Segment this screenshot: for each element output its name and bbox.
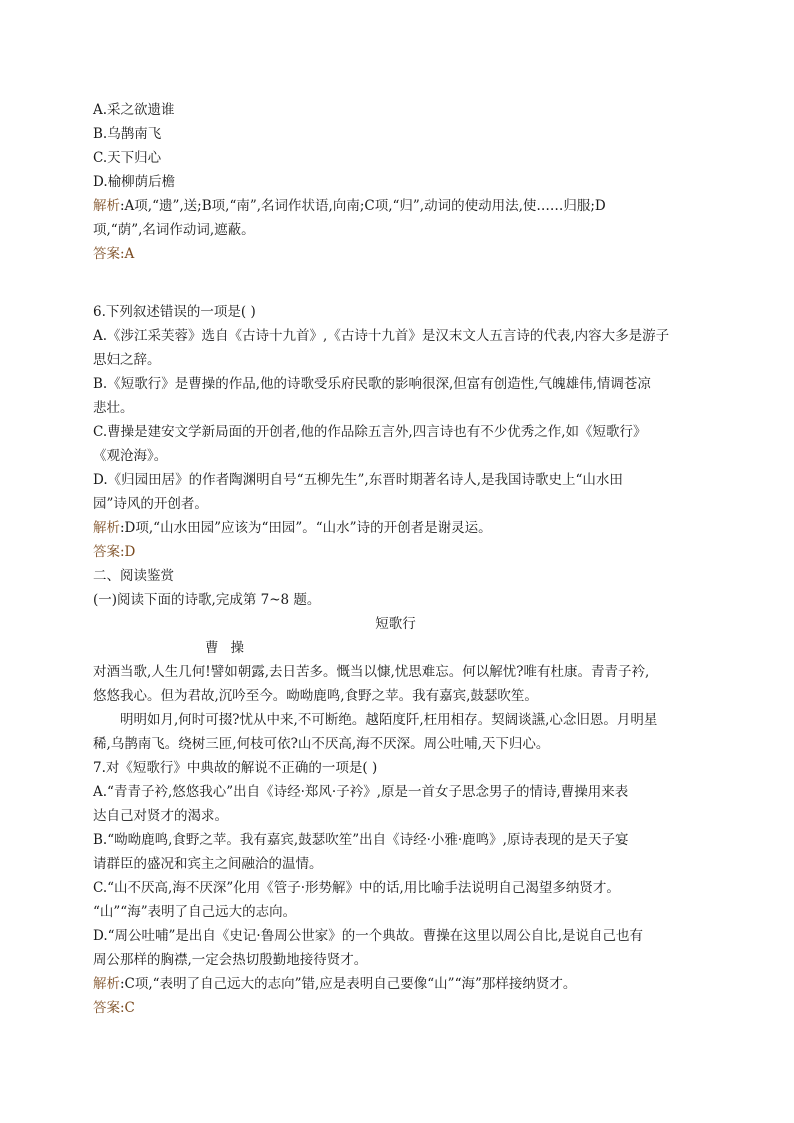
q6-option-d-2: 园”诗风的开创者。 xyxy=(93,496,208,512)
q5-explanation xyxy=(93,194,698,218)
poem-line-4: 稀,乌鹊南飞。绕树三匝,何枝可依?山不厌高,海不厌深。周公吐哺,天下归心。 xyxy=(93,736,550,752)
q6-option-b-2: 悲壮。 xyxy=(93,400,134,416)
q6-option-b-1: B.《短歌行》是曹操的作品,他的诗歌受乐府民歌的影响很深,但富有创造性,气魄雄伟,情调苍凉 xyxy=(93,376,651,392)
poem-line-3: 明明如月,何时可掇?忧从中来,不可断绝。越陌度阡,枉用相存。契阔谈讌,心念旧恩。月明星 xyxy=(120,712,658,728)
q7-option-c-1: C.“山不厌高,海不厌深”化用《管子·形势解》中的话,用比喻手法说明自己渴望多纳贤才。 xyxy=(93,880,620,896)
q5-option-c: C.天下归心 xyxy=(93,150,162,166)
q6-answer-value: :D xyxy=(120,544,136,560)
q5-explain-text-2: 项,“荫”,名词作动词,遮蔽。 xyxy=(93,222,255,238)
q5-option-a: A.采之欲遗谁 xyxy=(93,102,175,118)
q6-answer xyxy=(93,540,698,564)
q7-explain-label: 解析 xyxy=(93,976,120,992)
q7-stem: 7.对《短歌行》中典故的解说不正确的一项是( ) xyxy=(93,760,378,776)
poem-line-1: 对酒当歌,人生几何!譬如朝露,去日苦多。慨当以慷,忧思难忘。何以解忧?唯有杜康。青青子衿, xyxy=(93,664,650,680)
poem-title: 短歌行 xyxy=(375,616,416,632)
q5-option-d: D.榆柳荫后檐 xyxy=(93,174,176,190)
q7-answer xyxy=(93,996,698,1020)
poem-line-2: 悠悠我心。但为君故,沉吟至今。呦呦鹿鸣,食野之苹。我有嘉宾,鼓瑟吹笙。 xyxy=(93,688,538,704)
q7-explain-text: :C项,“表明了自己远大的志向”错,应是表明自己要像“山”“海”那样接纳贤才。 xyxy=(120,976,577,992)
q6-option-a-1: A.《涉江采芙蓉》选自《古诗十九首》,《古诗十九首》是汉末文人五言诗的代表,内容大多是游子 xyxy=(93,328,670,344)
q7-option-a-1: A.“青青子衿,悠悠我心”出自《诗经·郑风·子衿》,原是一首女子思念男子的情诗,曹操用来表 xyxy=(93,784,629,800)
q7-answer-label: 答案 xyxy=(93,1000,120,1016)
q6-explain-text: :D项,“山水田园”应该为“田园”。“山水”诗的开创者是谢灵运。 xyxy=(120,520,492,536)
q6-explanation xyxy=(93,516,698,540)
q5-option-b: B.乌鹊南飞 xyxy=(93,126,162,142)
section-instruction: (一)阅读下面的诗歌,完成第 7~8 题。 xyxy=(93,592,321,608)
q6-option-a-2: 思妇之辞。 xyxy=(93,352,161,368)
q7-option-b-2: 请群臣的盛况和宾主之间融洽的温情。 xyxy=(93,856,323,872)
q6-explain-label: 解析 xyxy=(93,520,120,536)
q6-stem: 6.下列叙述错误的一项是( ) xyxy=(93,304,256,320)
q7-option-a-2: 达自己对贤才的渴求。 xyxy=(93,808,228,824)
q5-explain-label: 解析 xyxy=(93,198,120,214)
q7-option-d-1: D.“周公吐哺”是出自《史记·鲁周公世家》的一个典故。曹操在这里以周公自比,是说自己也有 xyxy=(93,928,644,944)
q6-answer-label: 答案 xyxy=(93,544,120,560)
q7-option-b-1: B.“呦呦鹿鸣,食野之苹。我有嘉宾,鼓瑟吹笙”出自《诗经·小雅·鹿鸣》,原诗表现的是天子宴 xyxy=(93,832,629,848)
q5-answer-label: 答案 xyxy=(93,246,120,262)
section-heading: 二、阅读鉴赏 xyxy=(93,568,174,584)
q7-option-c-2: “山”“海”表明了自己远大的志向。 xyxy=(93,904,297,920)
q5-answer xyxy=(93,242,698,266)
q7-answer-value: :C xyxy=(120,1000,135,1016)
q7-option-d-2: 周公那样的胸襟,一定会热切殷勤地接待贤才。 xyxy=(93,952,368,968)
q7-explanation xyxy=(93,972,698,996)
document-page xyxy=(93,98,698,1020)
q5-explain-text-1: :A项,“遗”,送;B项,“南”,名词作状语,向南;C项,“归”,动词的使动用法,使……归服;D xyxy=(120,198,606,214)
poem-author: 曹操 xyxy=(205,640,256,656)
q6-option-c-1: C.曹操是建安文学新局面的开创者,他的作品除五言外,四言诗也有不少优秀之作,如《短歌行》 xyxy=(93,424,647,440)
q6-option-c-2: 《观沧海》。 xyxy=(93,448,168,464)
q5-answer-value: :A xyxy=(120,246,135,262)
spacer xyxy=(93,266,698,300)
q6-option-d-1: D.《归园田居》的作者陶渊明自号“五柳先生”,东晋时期著名诗人,是我国诗歌史上“山水田 xyxy=(93,472,623,488)
